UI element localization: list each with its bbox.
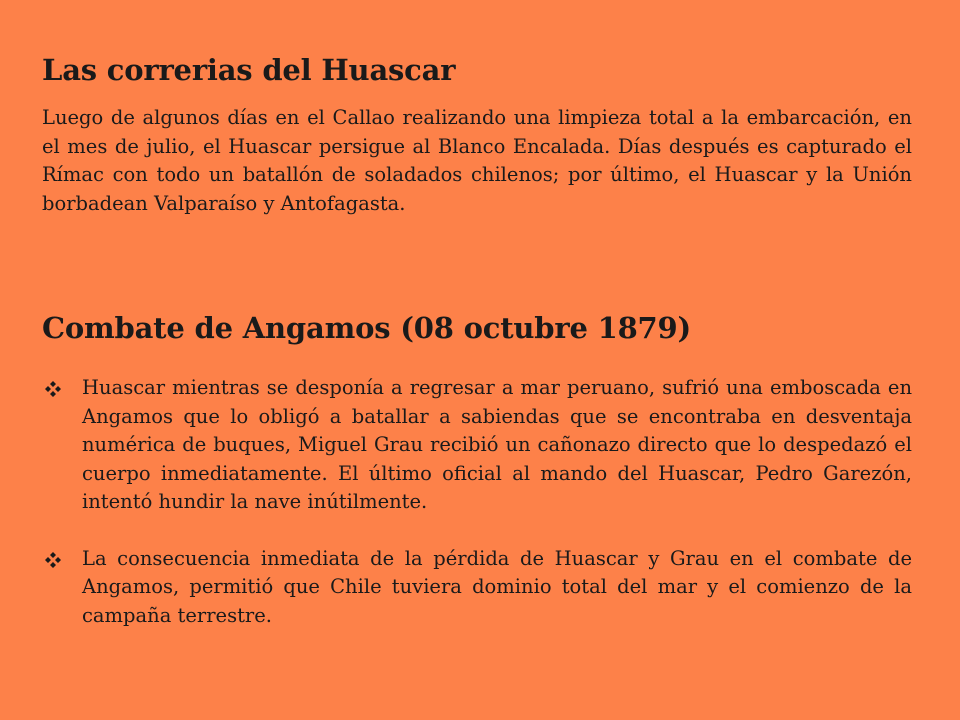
- slide: [42, 48, 912, 627]
- bullet-item: [42, 374, 912, 517]
- intro-paragraph: Luego de algunos días en el Callao realizando una limpieza total a la embarcación, en el mes de julio, el Huascar persigue al Blanco Encalada. Días después es capturado el Rímac con todo un batallón de soladados chilenos; por último, el Huascar y la Unión borbadean Valparaíso y Antofagasta.: [42, 106, 912, 215]
- bullet-text: Huascar mientras se desponía a regresar a mar peruano, sufrió una emboscada en Angamos que lo obligó a batallar a sabiendas que se encontraba en desventaja numérica de buques, Miguel Grau recibió un cañonazo directo que lo despedazó el cuerpo inmediatamente. El último oficial al mando del Huascar, Pedro Garezón, intentó hundir la nave inútilmente.: [82, 376, 912, 513]
- section-title-correrias: Las correrias del Huascar: [42, 53, 456, 87]
- bullet-text: La consecuencia inmediata de la pérdida de Huascar y Grau en el combate de Angamos, permitió que Chile tuviera dominio total del mar y el comienzo de la campaña terrestre.: [82, 546, 912, 627]
- four-diamond-icon: [44, 380, 62, 398]
- bullet-list: [42, 374, 912, 630]
- section-title-angamos: Combate de Angamos (08 octubre 1879): [42, 311, 692, 345]
- four-diamond-icon: [44, 551, 62, 569]
- bullet-item: [42, 545, 912, 631]
